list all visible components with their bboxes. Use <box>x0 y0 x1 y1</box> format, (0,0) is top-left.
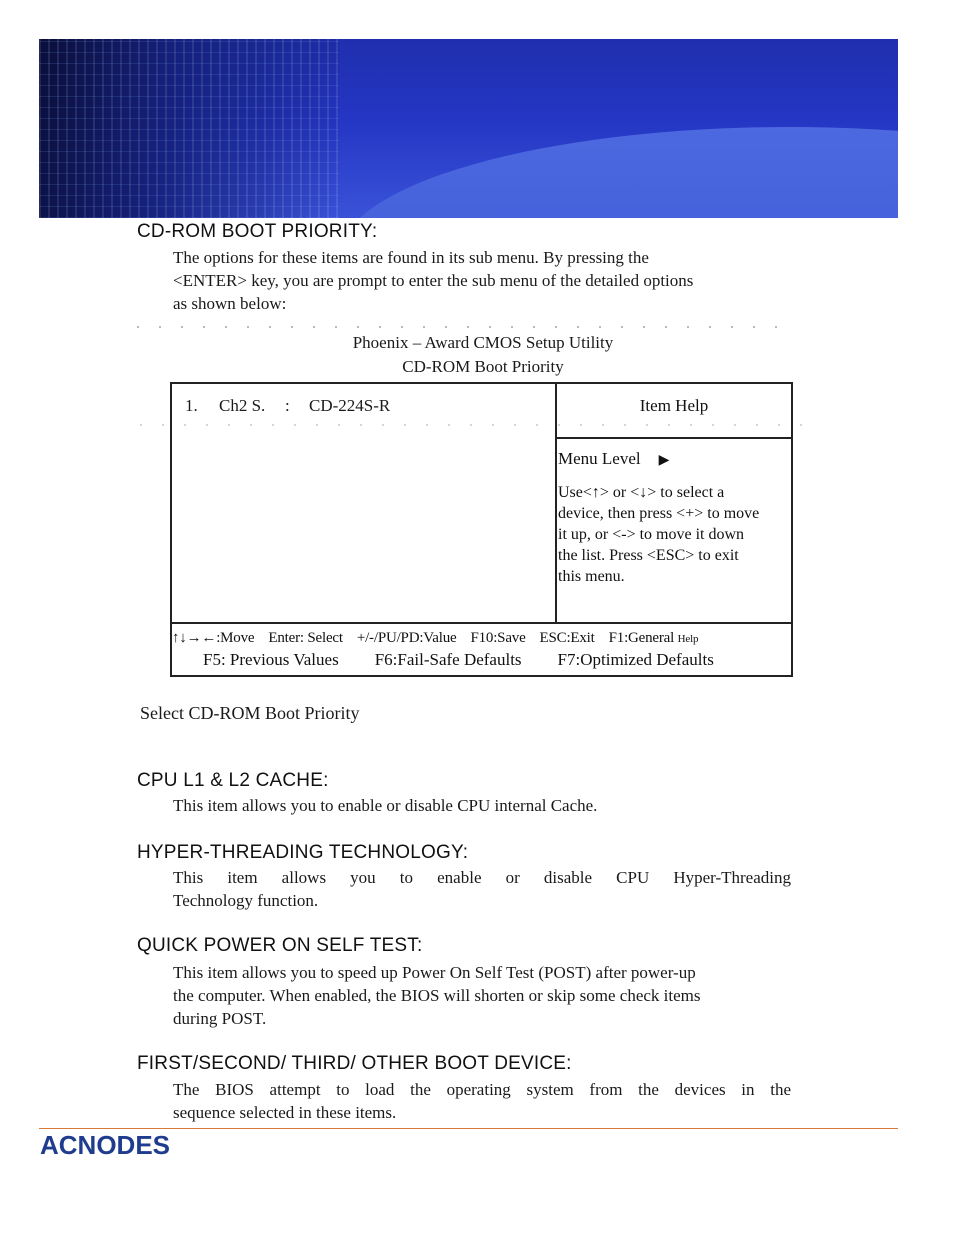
dotted-separator <box>137 326 797 328</box>
key-save: F10:Save <box>470 630 526 646</box>
item-separator: : <box>285 396 290 415</box>
bios-screen-title: CD-ROM Boot Priority <box>402 357 564 376</box>
key-legend-row-2 <box>203 650 714 670</box>
section-text-boot-device <box>173 1078 791 1124</box>
divider <box>172 622 793 624</box>
text-line: The BIOS attempt to load the operating system from the devices in the <box>173 1080 791 1099</box>
text-line: The options for these items are found in its sub menu. By pressing the <box>173 248 649 267</box>
help-line: device, then press <+> to move <box>558 505 760 522</box>
footer-rule <box>39 1128 898 1129</box>
figure-caption: Select CD-ROM Boot Priority <box>140 703 360 723</box>
help-text <box>558 482 790 587</box>
menu-level <box>558 449 669 469</box>
text-line: This item allows you to enable or disable CPU Hyper-Threading <box>173 868 791 887</box>
help-line: Use<↑> or <↓> to select a <box>558 484 725 501</box>
section-heading-cdrom: CD-ROM BOOT PRIORITY: <box>137 221 378 242</box>
bios-screen <box>170 382 793 677</box>
text-line: sequence selected in these items. <box>173 1103 397 1122</box>
item-device: CD-224S-R <box>309 396 391 415</box>
key-legend-row-1 <box>172 630 698 647</box>
text-line: Technology function. <box>173 891 319 910</box>
section-text-post <box>173 961 813 1030</box>
key-move: ↑↓→←:Move <box>172 630 255 646</box>
divider <box>555 437 793 439</box>
key-general: F1:General <box>608 630 675 646</box>
header-banner <box>39 39 898 218</box>
item-channel: Ch2 S. <box>219 396 266 415</box>
key-value: +/-/PU/PD:Value <box>356 630 457 646</box>
key-help: Help <box>677 633 699 645</box>
help-line: it up, or <-> to move it down <box>558 526 745 543</box>
key-f7: F7:Optimized Defaults <box>557 650 714 669</box>
section-heading-boot-device: FIRST/SECOND/ THIRD/ OTHER BOOT DEVICE: <box>137 1053 572 1074</box>
section-heading-hyperthreading: HYPER-THREADING TECHNOLOGY: <box>137 842 469 863</box>
section-text-cdrom <box>173 246 813 315</box>
key-enter: Enter: Select <box>268 630 343 646</box>
bios-utility-title: Phoenix – Award CMOS Setup Utility <box>352 333 614 352</box>
section-text-hyperthreading <box>173 866 791 912</box>
boot-priority-item[interactable] <box>185 396 390 416</box>
section-text-cache: This item allows you to enable or disable CPU internal Cache. <box>173 796 598 815</box>
right-triangle-icon: ▶ <box>658 453 670 468</box>
divider <box>555 384 557 624</box>
text-line: This item allows you to speed up Power On Self Test (POST) after power-up <box>173 963 696 982</box>
section-heading-cache: CPU L1 & L2 CACHE: <box>137 770 329 791</box>
key-f5: F5: Previous Values <box>203 650 339 669</box>
banner-curve-graphic <box>339 127 898 218</box>
menu-level-label: Menu Level <box>558 449 641 468</box>
item-number: 1. <box>185 396 198 415</box>
help-line: this menu. <box>558 568 625 585</box>
text-line: the computer. When enabled, the BIOS will shorten or skip some check items <box>173 986 701 1005</box>
circuit-board-graphic <box>39 39 339 218</box>
key-exit: ESC:Exit <box>539 630 595 646</box>
acnodes-logo: ACNODES <box>40 1130 171 1160</box>
text-line: <ENTER> key, you are prompt to enter the sub menu of the detailed options <box>173 271 694 290</box>
item-help-title: Item Help <box>639 396 709 415</box>
section-heading-post: QUICK POWER ON SELF TEST: <box>137 935 423 956</box>
text-line: during POST. <box>173 1009 267 1028</box>
help-line: the list. Press <ESC> to exit <box>558 547 739 564</box>
dotted-separator <box>140 424 810 426</box>
text-line: as shown below: <box>173 294 287 313</box>
key-f6: F6:Fail-Safe Defaults <box>374 650 522 669</box>
